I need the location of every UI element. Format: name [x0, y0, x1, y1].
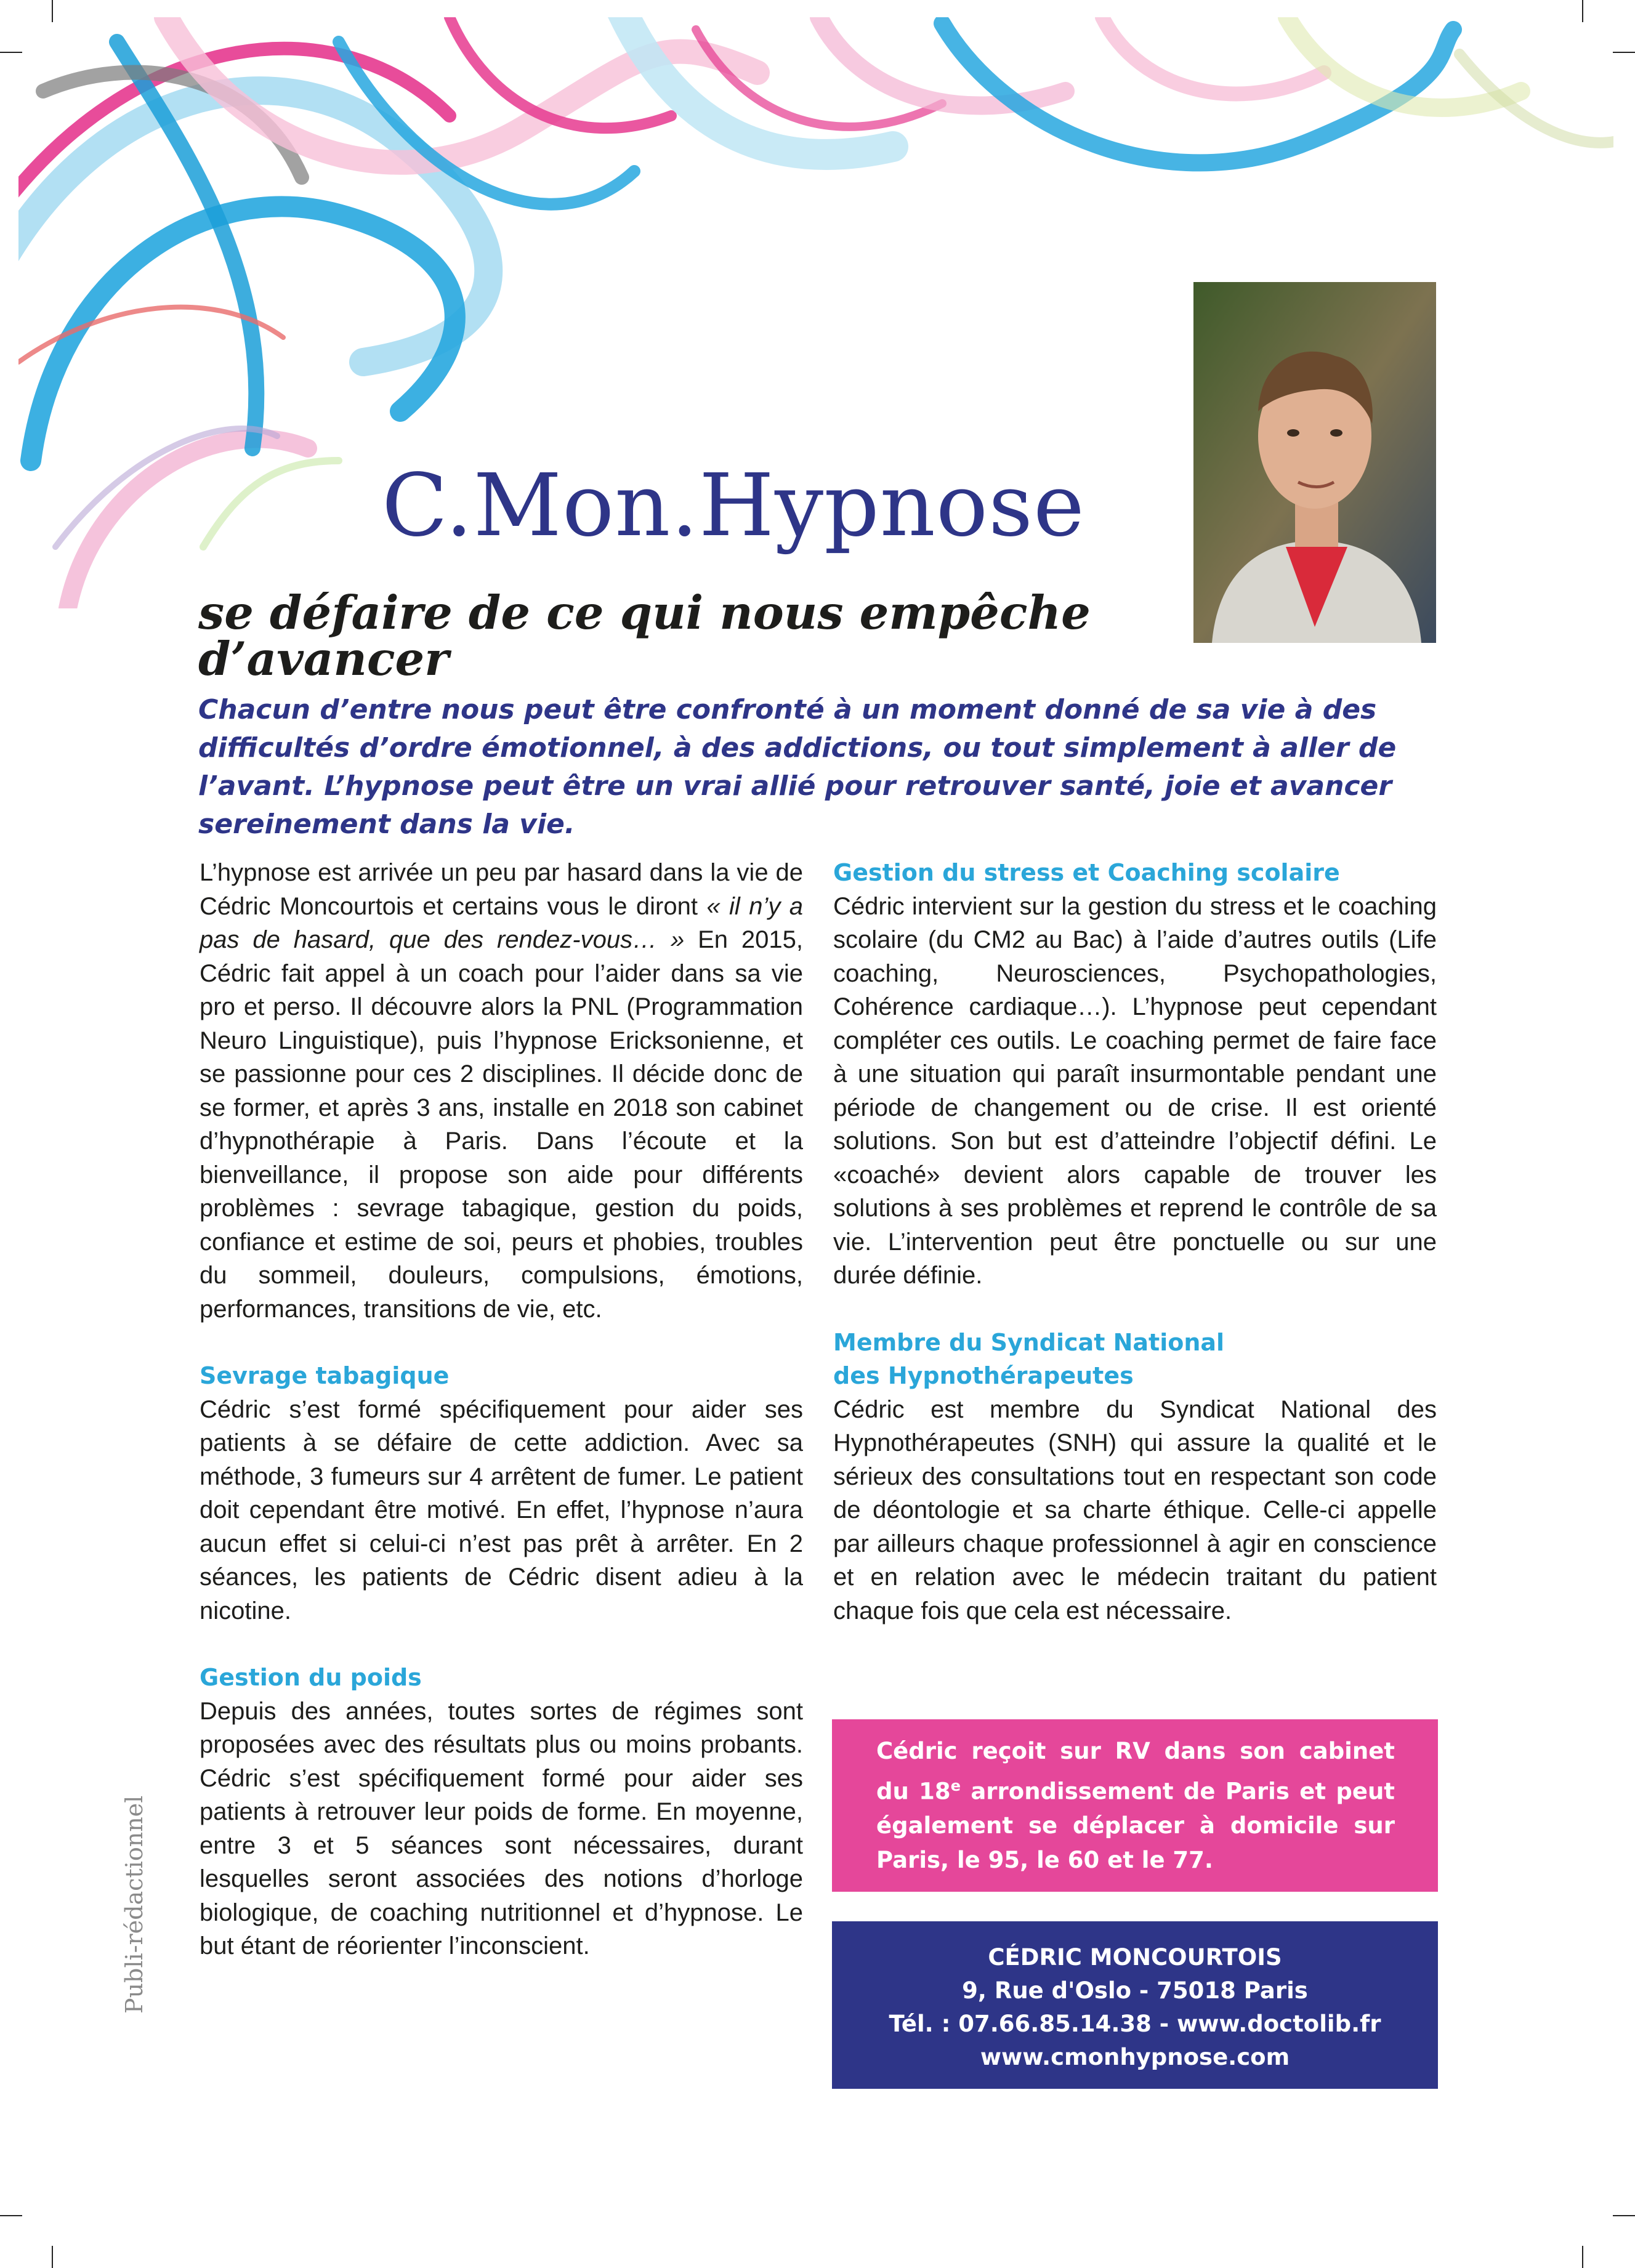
text-span: L’hypnose est arrivée un peu par hasard dans la vie de Cédric Moncourtois et certains vous le diront — [200, 859, 803, 920]
contact-name: CÉDRIC MONCOURTOIS — [988, 1944, 1282, 1971]
crop-mark — [0, 2215, 22, 2216]
intro-paragraph: Chacun d’entre nous peut être confronté à un moment donné de sa vie à des difficultés d’ordre émotionnel, à des addictions, ou tout simplement à aller de l’avant. L’hypnose peut être un vrai allié pour retrouver santé, joie et avancer sereinement dans la vie. — [198, 694, 1397, 840]
left-column — [200, 856, 803, 1963]
heading-sevrage: Sevrage tabagique — [200, 1362, 450, 1389]
contact-website-link[interactable]: www.cmonhypnose.com — [980, 2044, 1290, 2070]
appointment-text — [876, 1734, 1395, 1878]
quote: « il n’y a pas de hasard, que des rendez-vous… » — [200, 892, 803, 953]
tagline: se défaire de ce qui nous empêche d’avancer — [198, 586, 1091, 686]
crop-mark — [1613, 52, 1635, 53]
publi-redactionnel-label: Publi-rédactionnel — [121, 1795, 148, 2014]
paragraph-syndicat: Cédric est membre du Syndicat National des Hypnothérapeutes (SNH) qui assure la qualité et le sérieux des consultations tout en respectant son code de déontologie et sa charte éthique. Celle-ci appelle par ailleurs chaque professionnel à agir en conscience et en relation avec le médecin traitant du patient chaque fois que cela est nécessaire. — [833, 1395, 1437, 1624]
crop-mark — [52, 2246, 53, 2268]
appointment-box — [832, 1719, 1438, 1892]
crop-mark — [1582, 2246, 1583, 2268]
contact-box — [832, 1921, 1438, 2089]
heading-syndicat — [833, 1326, 1437, 1393]
contact-address: 9, Rue d'Oslo - 75018 Paris — [962, 1977, 1308, 2004]
heading-stress: Gestion du stress et Coaching scolaire — [833, 859, 1340, 886]
paragraph-sevrage: Cédric s’est formé spécifiquement pour aider ses patients à se défaire de cette addiction. Avec sa méthode, 3 fumeurs sur 4 arrêtent de fumer. Le patient doit cependant être motivé. En effet, l’hypnose n’aura aucun effet si celui-ci n’est pas prêt à arrêter. En 2 séances, les patients de Cédric disent adieu à la nicotine. — [200, 1395, 803, 1624]
portrait-photo — [1193, 282, 1436, 643]
crop-mark — [1613, 2215, 1635, 2216]
heading-poids: Gestion du poids — [200, 1664, 422, 1691]
heading-line: des Hypnothérapeutes — [833, 1362, 1134, 1389]
text-span: arrondissement de Paris et peut également se déplacer à domicile sur Paris, le 95, le 60 et le 77. — [876, 1778, 1395, 1874]
superscript: e — [950, 1777, 961, 1794]
contact-phone[interactable]: Tél. : 07.66.85.14.38 - www.doctolib.fr — [889, 2011, 1381, 2037]
heading-line: Membre du Syndicat National — [833, 1328, 1225, 1356]
text-span: Cédric reçoit sur RV dans son cabinet du 18 — [876, 1738, 1395, 1805]
paragraph-stress: Cédric intervient sur la gestion du stress et le coaching scolaire (du CM2 au Bac) à l’aide d’autres outils (Life coaching, Neurosciences, Psychopathologies, Cohérence cardiaque…). L’hypnose peut cependant compléter ces outils. Le coaching permet de faire face à une situation qui paraît insurmontable pendant une période de changement ou de crise. Il est orienté solutions. Son but est d’atteindre l’objectif défini. Le «coaché» devient alors capable de trouver les solutions à ses problèmes et reprend le contrôle de sa vie. L’intervention peut être ponctuelle ou sur une durée définie. — [833, 892, 1437, 1289]
right-column — [833, 856, 1437, 1628]
brand-title: C.Mon.Hypnose — [382, 456, 1085, 556]
paragraph-poids: Depuis des années, toutes sortes de régimes sont proposées avec des résultats plus ou moins probants. Cédric s’est spécifiquement formé pour aider ses patients à retrouver leur poids de forme. En moyenne, entre 3 et 5 séances sont nécessaires, durant lesquelles seront associées des notions d’horloge biologique, de coaching nutritionnel et d’hypnose. Le but étant de réorienter l’inconscient. — [200, 1697, 803, 1959]
text-span: En 2015, Cédric fait appel à un coach pour l’aider dans sa vie pro et perso. Il découvre alors la PNL (Programmation Neuro Linguistique), puis l’hypnose Ericksonienne, et se passionne pour ces 2 disciplines. Il décide donc de se former, et après 3 ans, installe en 2018 son cabinet d’hypnothérapie à Paris. Dans l’écoute et la bienveillance, il propose son aide pour différents problèmes : sevrage tabagique, gestion du poids, confiance et estime de soi, peurs et phobies, troubles du sommeil, douleurs, compulsions, émotions, performances, transitions de vie, etc. — [200, 926, 803, 1323]
paragraph-history — [200, 856, 803, 1326]
